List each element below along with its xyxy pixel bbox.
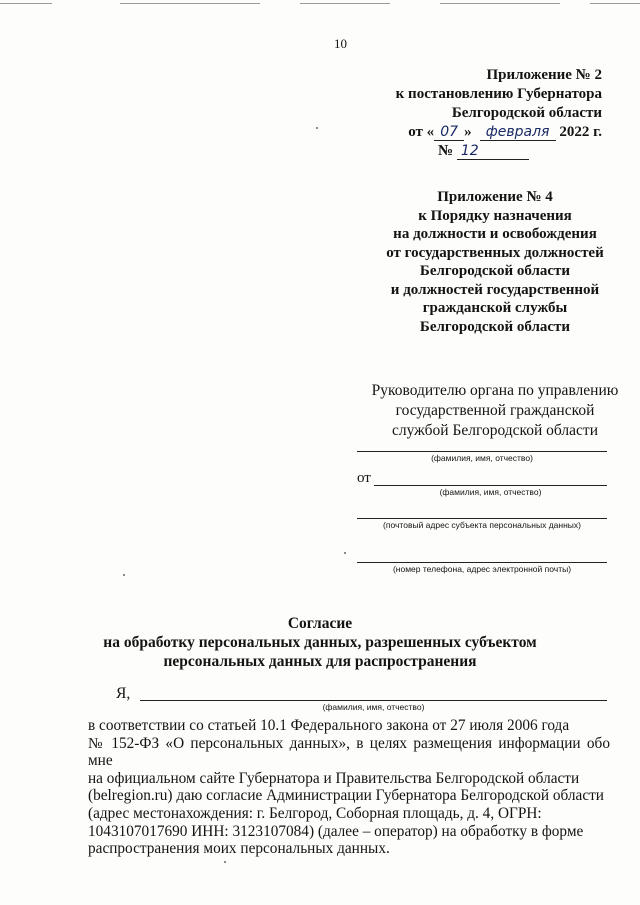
date-mid: » xyxy=(464,124,472,140)
consent-body xyxy=(88,717,610,858)
scan-speck xyxy=(344,552,346,554)
declarant-label: Я, xyxy=(116,685,131,702)
date-month: февраля xyxy=(480,125,556,141)
date-day: 07 xyxy=(434,125,464,141)
postal-address-caption: (почтовый адрес субъекта персональных данных) xyxy=(383,520,581,530)
page-number: 10 xyxy=(334,36,347,51)
attachment-4-line: от государственных должностей xyxy=(386,244,604,261)
sender-name-caption: (фамилия, имя, отчество) xyxy=(439,487,542,497)
consent-title-line: персональных данных для распространения xyxy=(163,653,477,670)
addressee-line: Руководителю органа по управлению xyxy=(371,382,619,399)
date-year: 2022 г. xyxy=(559,124,602,140)
attachment-4-line: Приложение № 4 xyxy=(437,189,553,205)
date-prefix: от « xyxy=(408,124,435,140)
scan-edge-strip xyxy=(0,0,640,8)
attachment-2-block xyxy=(272,66,602,161)
attachment-2-line: к постановлению Губернатора xyxy=(395,86,602,102)
consent-title-line: на обработку персональных данных, разрешенных субъектом xyxy=(103,634,537,651)
contact-field[interactable] xyxy=(357,562,607,563)
attachment-4-line: Белгородской области xyxy=(419,263,571,279)
attachment-2-line: Белгородской области xyxy=(451,105,602,121)
body-line: № 152-ФЗ «О персональных данных», в целях размещения информации обо мне xyxy=(88,734,610,770)
body-line: в соответствии со статьей 10.1 Федерального закона от 27 июля 2006 года xyxy=(88,717,570,734)
declarant-name-caption: (фамилия, имя, отчество) xyxy=(322,702,425,712)
body-line: (адрес местонахождения: г. Белгород, Соборная площадь, д. 4, ОГРН: xyxy=(88,804,542,822)
from-label: от xyxy=(357,470,371,486)
attachment-4-line: Белгородской области xyxy=(419,318,571,335)
addressee-line: службой Белгородской области xyxy=(391,422,598,439)
body-line: (belregion.ru) даю согласие Администрации Губернатора Белгородской области xyxy=(88,787,604,805)
consent-title xyxy=(0,614,640,671)
scan-speck xyxy=(224,861,226,863)
declarant-name-field[interactable] xyxy=(140,700,607,701)
scan-speck xyxy=(123,574,125,576)
consent-title-line: Согласие xyxy=(287,615,353,632)
attachment-2-date-line xyxy=(272,123,602,142)
attachment-4-line: на должности и освобождения xyxy=(393,226,597,242)
scan-speck xyxy=(316,127,318,129)
sender-name-field[interactable] xyxy=(374,485,607,486)
document-number: 12 xyxy=(457,144,529,160)
contact-caption: (номер телефона, адрес электронной почты) xyxy=(392,564,572,574)
attachment-4-line: и должностей государственной xyxy=(390,281,600,298)
recipient-name-field[interactable] xyxy=(357,451,607,452)
recipient-name-caption: (фамилия, имя, отчество) xyxy=(431,453,533,463)
body-line: на официальном сайте Губернатора и Правительства Белгородской области xyxy=(88,769,580,787)
attachment-2-title: Приложение № 2 xyxy=(486,67,602,83)
body-line: распространения моих персональных данных. xyxy=(88,840,390,858)
addressee-line: государственной гражданской xyxy=(395,402,595,419)
attachment-2-number-line xyxy=(272,142,602,161)
attachment-4-line: гражданской службы xyxy=(422,300,568,316)
postal-address-field[interactable] xyxy=(357,518,607,519)
addressee-block xyxy=(350,381,640,441)
attachment-4-block xyxy=(350,188,640,336)
attachment-4-line: к Порядку назначения xyxy=(418,207,572,224)
body-line: 1043107017690 ИНН: 3123107084) (далее – оператор) на обработку в форме xyxy=(88,822,584,840)
number-prefix: № xyxy=(438,143,454,159)
